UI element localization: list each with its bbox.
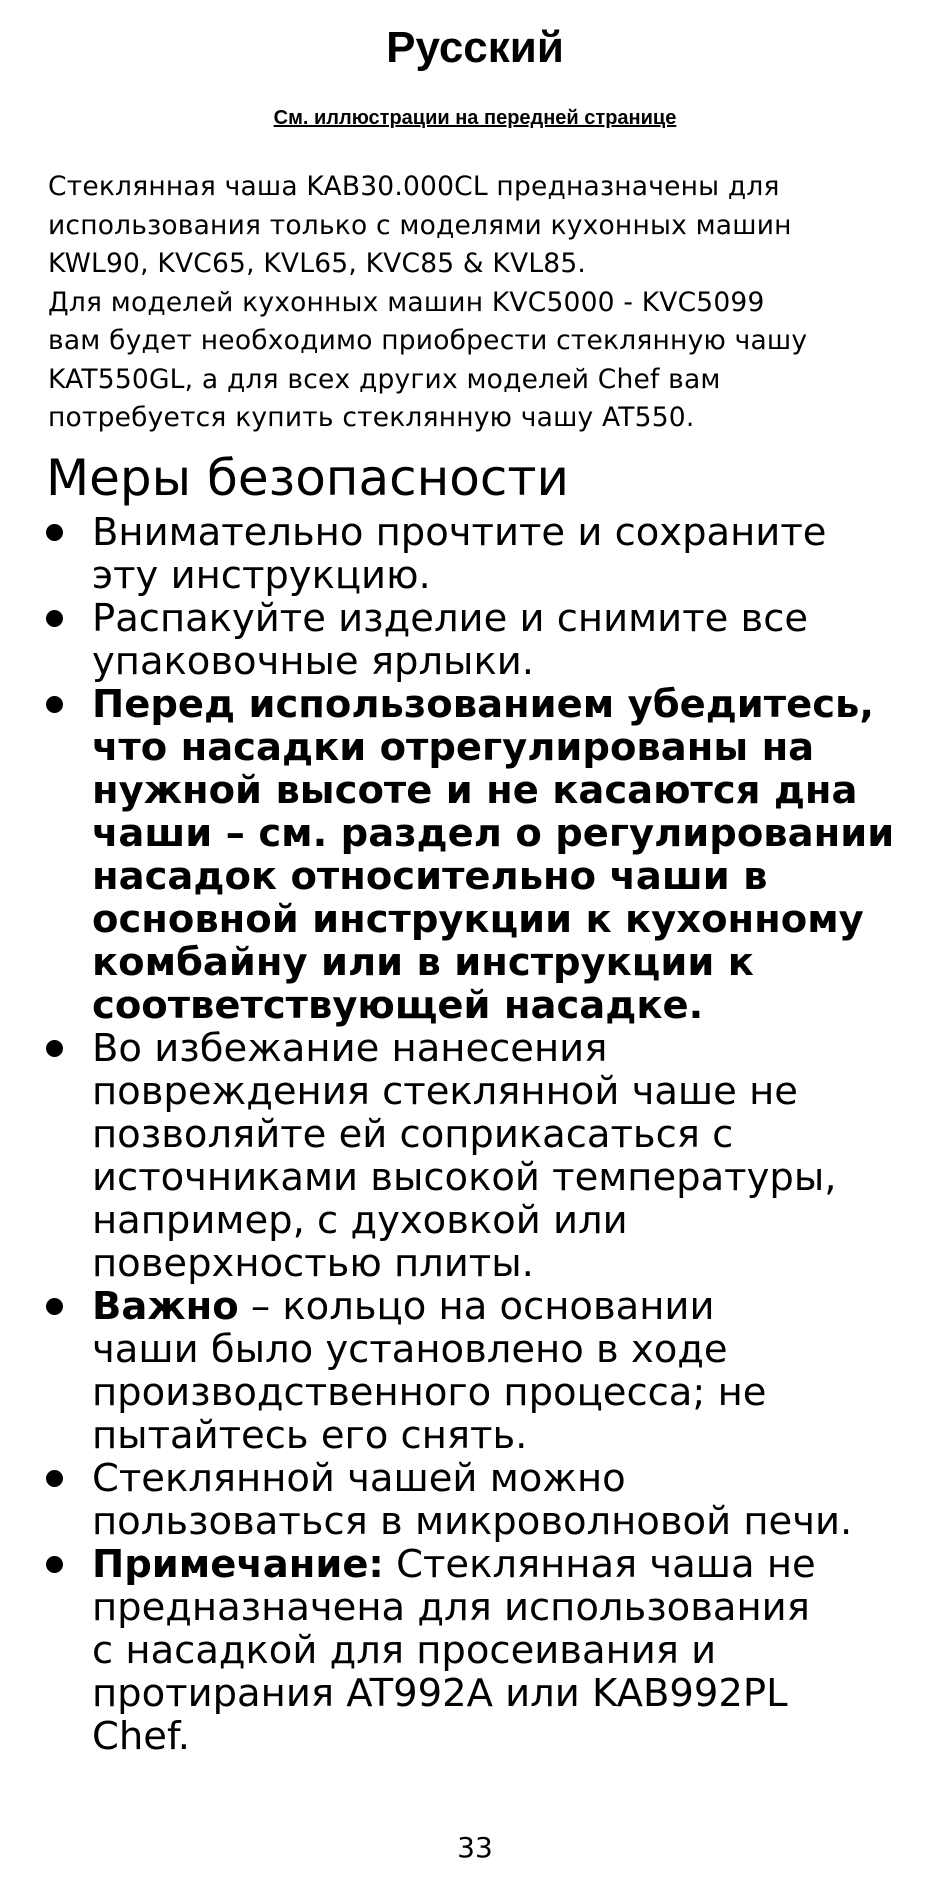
- safety-item-microwave: [46, 1457, 926, 1543]
- intro-paragraph: [48, 168, 928, 438]
- item-line: Внимательно прочтите и сохраните: [92, 510, 827, 555]
- item-line: Во избежание нанесения: [92, 1026, 608, 1071]
- item-line: что насадки отрегулированы на: [92, 725, 815, 770]
- bullet-icon: [46, 524, 63, 541]
- intro-line: вам будет необходимо приобрести стеклянную чашу: [48, 325, 808, 356]
- item-line: упаковочные ярлыки.: [92, 639, 534, 684]
- safety-item-unpack: [46, 597, 926, 683]
- item-line: Стеклянной чашей можно: [92, 1456, 626, 1501]
- item-line: Распакуйте изделие и снимите все: [92, 596, 809, 641]
- bullet-icon: [46, 1298, 63, 1315]
- item-line: протирания AT992A или KAB992PL: [92, 1671, 788, 1716]
- item-line: производственного процесса; не: [92, 1370, 767, 1415]
- intro-line: Стеклянная чаша KAB30.000CL предназначены для: [48, 171, 780, 202]
- safety-item-adjust-tools: [46, 683, 926, 1027]
- safety-item-read-instructions: [46, 511, 926, 597]
- item-line: предназначена для использования: [92, 1585, 810, 1630]
- item-line: чаши – см. раздел о регулировании: [92, 811, 895, 856]
- item-line: Перед использованием убедитесь,: [92, 682, 874, 727]
- item-line: повреждения стеклянной чаше не: [92, 1069, 798, 1114]
- item-first-line: [92, 1285, 926, 1328]
- intro-line: KAT550GL, а для всех других моделей Chef вам: [48, 363, 721, 395]
- item-line: эту инструкцию.: [92, 553, 431, 598]
- safety-item-note: [46, 1543, 926, 1758]
- item-line: например, с духовкой или: [92, 1198, 628, 1243]
- page-number: 33: [457, 1831, 493, 1864]
- important-label: Важно: [92, 1284, 239, 1329]
- item-line: пытайтесь его снять.: [92, 1413, 528, 1458]
- item-line: Chef.: [92, 1714, 190, 1759]
- item-text: Стеклянная чаша не: [383, 1542, 816, 1587]
- intro-line: KWL90, KVC65, KVL65, KVC85 & KVL85.: [48, 248, 587, 279]
- bullet-icon: [46, 696, 63, 713]
- note-label: Примечание:: [92, 1542, 384, 1587]
- intro-line: потребуется купить стеклянную чашу AT550.: [48, 402, 695, 433]
- safety-item-heat-sources: [46, 1027, 926, 1285]
- illustrations-note: См. иллюстрации на передней странице: [273, 107, 677, 129]
- item-line: позволяйте ей соприкасаться с: [92, 1112, 734, 1157]
- item-line: с насадкой для просеивания и: [92, 1628, 717, 1673]
- item-line: нужной высоте и не касаются дна: [92, 768, 858, 813]
- bullet-icon: [46, 1470, 63, 1487]
- bullet-icon: [46, 1040, 63, 1057]
- item-line: источниками высокой температуры,: [92, 1155, 837, 1200]
- safety-item-base-ring: [46, 1285, 926, 1457]
- item-text: – кольцо на основании: [238, 1284, 715, 1329]
- item-line: соответствующей насадке.: [92, 983, 704, 1028]
- item-line: чаши было установлено в ходе: [92, 1327, 728, 1372]
- item-line: поверхностью плиты.: [92, 1241, 534, 1286]
- item-line: основной инструкции к кухонному: [92, 897, 864, 942]
- item-line: пользоваться в микроволновой печи.: [92, 1499, 853, 1544]
- safety-list: [46, 511, 926, 1758]
- bullet-icon: [46, 610, 63, 627]
- item-first-line: [92, 1543, 926, 1586]
- bullet-icon: [46, 1556, 63, 1573]
- item-line: комбайну или в инструкции к: [92, 940, 754, 985]
- intro-line: использования только с моделями кухонных машин: [48, 209, 792, 241]
- safety-heading: Меры безопасности: [46, 449, 569, 507]
- intro-line: Для моделей кухонных машин KVC5000 - KVC5099: [48, 286, 765, 318]
- item-line: насадок относительно чаши в: [92, 854, 768, 899]
- page-title: Русский: [386, 23, 564, 72]
